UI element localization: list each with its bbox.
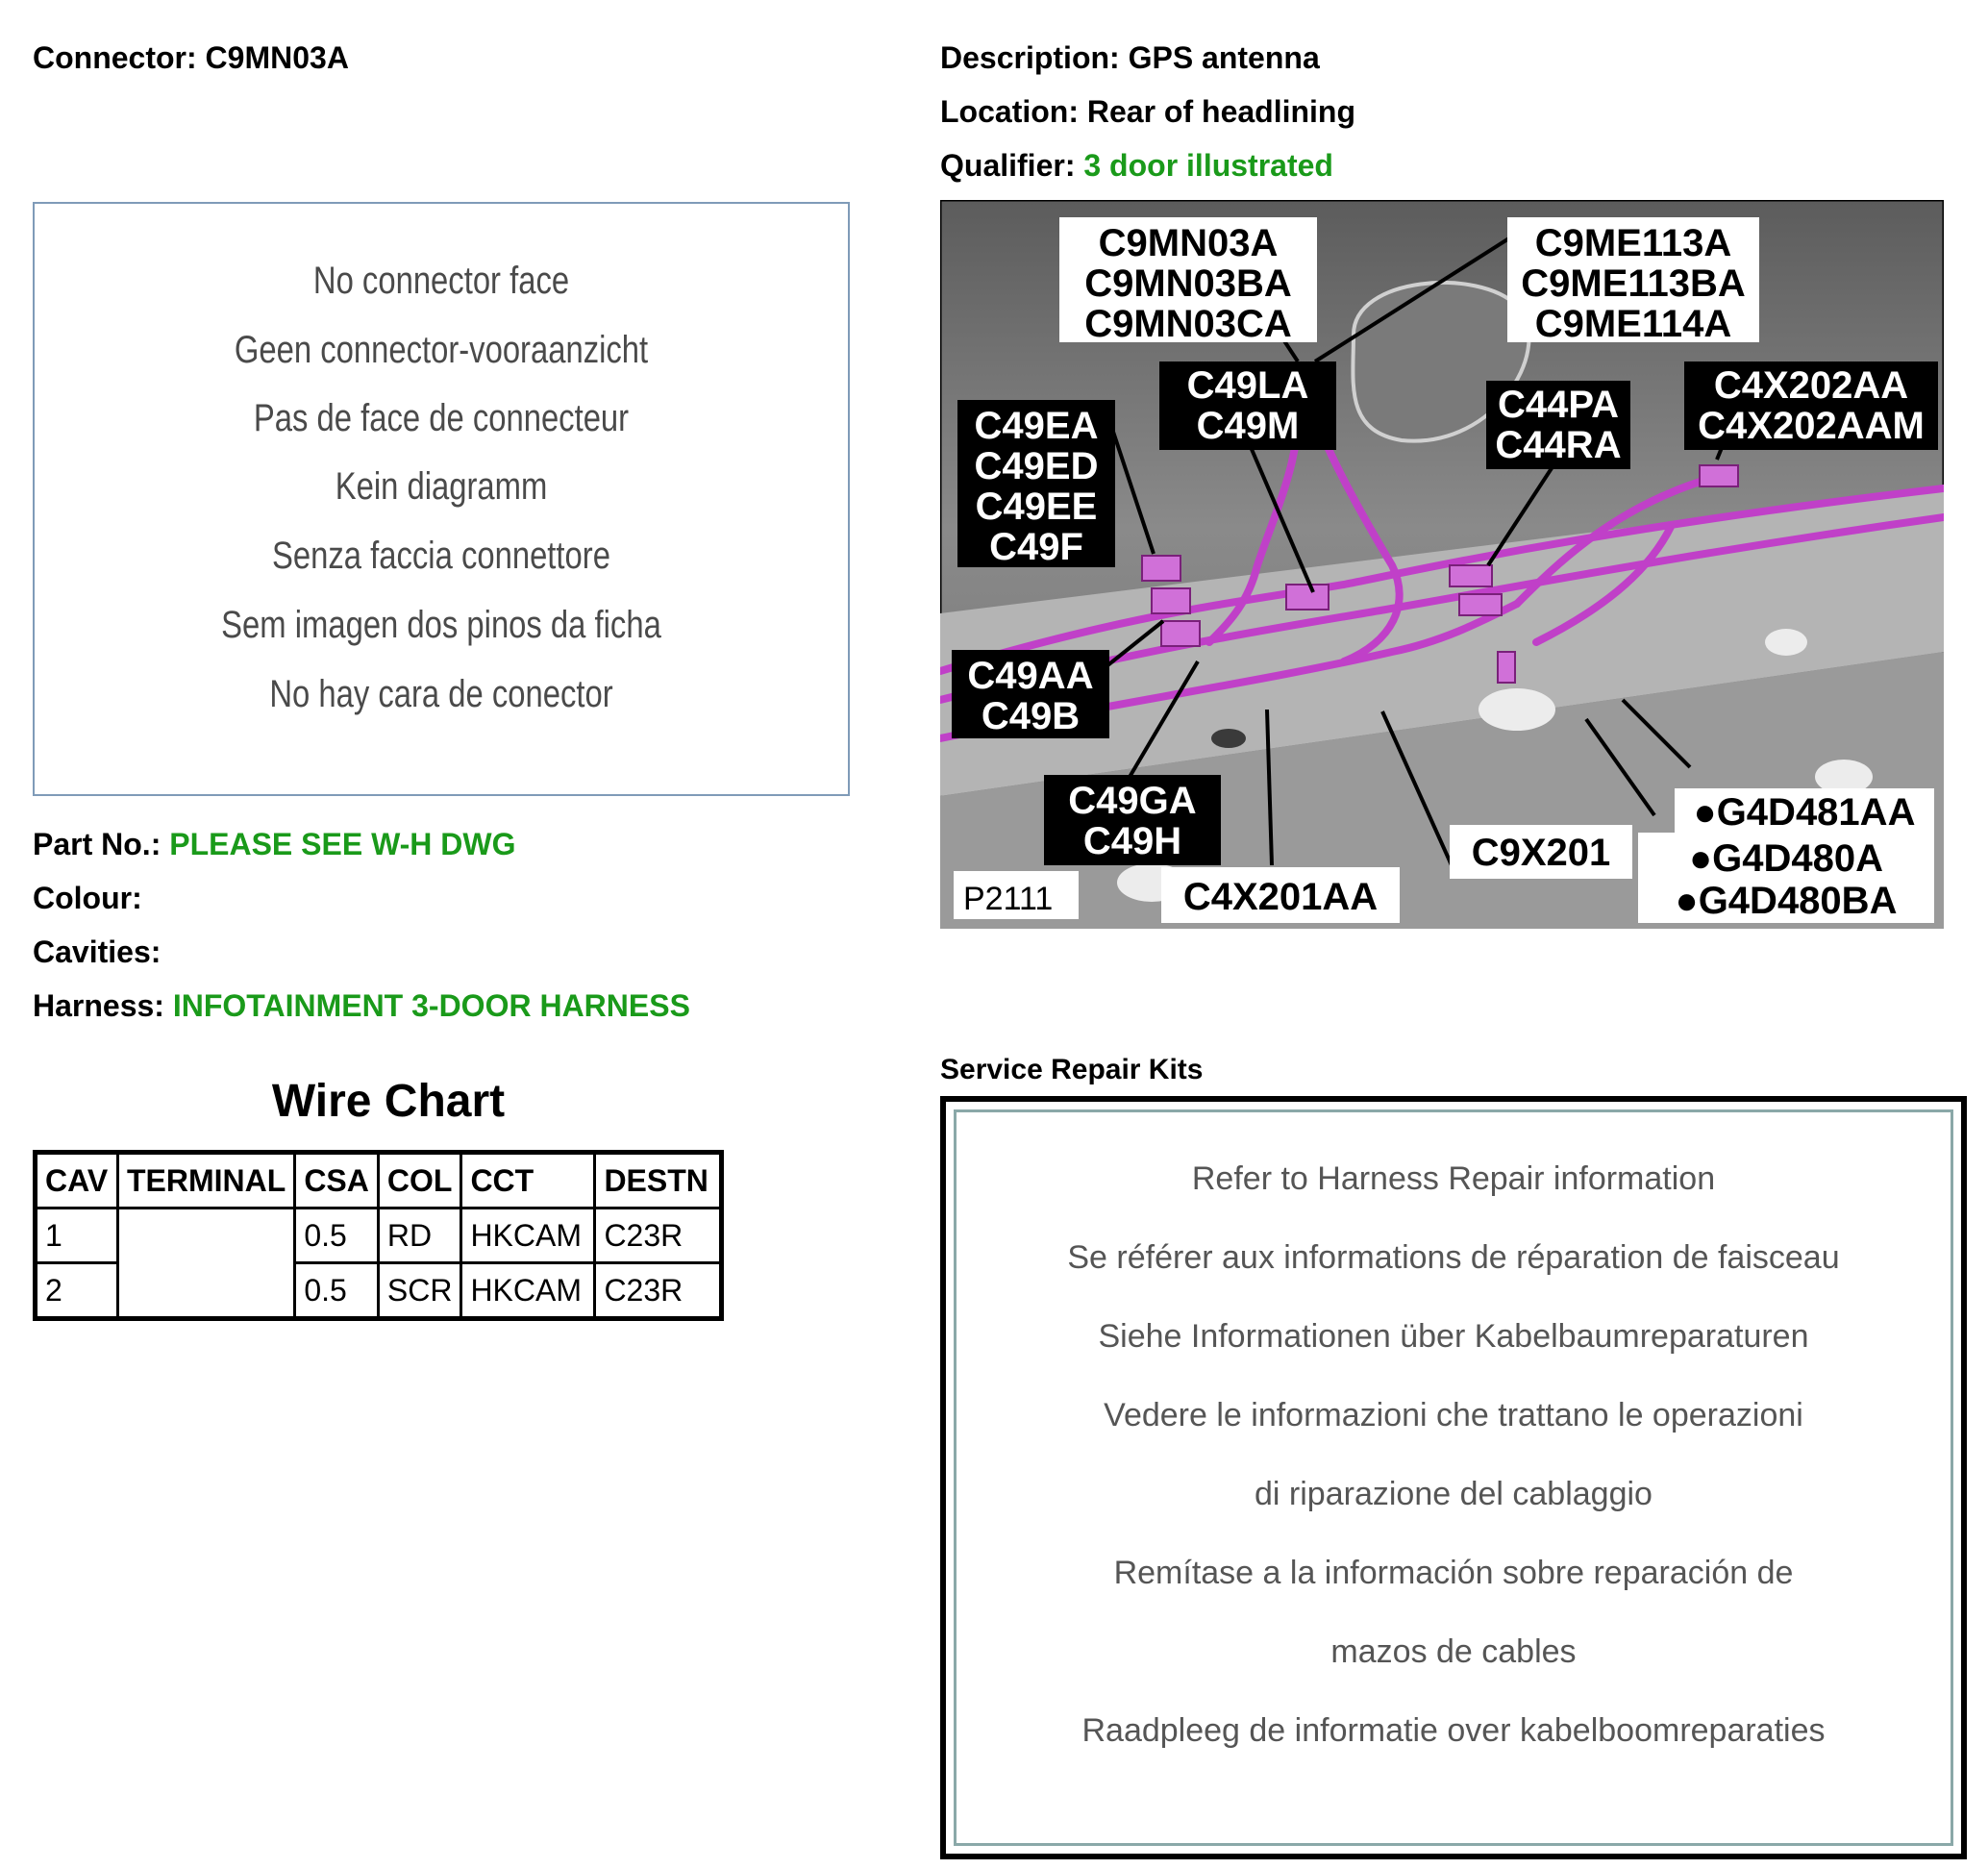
cell-csa: 0.5 [295,1209,379,1263]
label-gps: C9MN03A [1098,222,1279,264]
harness-field: Harness: INFOTAINMENT 3-DOOR HARNESS [33,988,690,1023]
part-no-value: PLEASE SEE W-H DWG [169,827,516,861]
cell-col: RD [378,1209,461,1263]
cell-col: SCR [378,1263,461,1319]
table-row [36,1209,722,1263]
connector-value: C9MN03A [205,40,349,75]
wire-chart-title: Wire Chart [271,1076,506,1127]
label-c49aa: C49AA [967,655,1094,697]
kit-line: Se référer aux informations de réparation de faisceau [1067,1239,1840,1276]
qualifier-field: Qualifier: 3 door illustrated [940,148,1333,183]
label-c49ea: C49EE [975,486,1098,528]
cell-destn: C23R [595,1209,722,1263]
label-c9x201: C9X201 [1471,832,1611,874]
label-c49ea: C49ED [974,445,1099,487]
label-c49la: C49LA [1186,364,1309,407]
cell-cct: HKCAM [461,1209,595,1263]
cell-cav: 1 [36,1209,118,1263]
label-c49ea: C49EA [974,405,1099,447]
label-c49aa: C49B [981,695,1081,737]
cell-cct: HKCAM [461,1263,595,1319]
label-c49ea: C49F [989,526,1083,568]
cell-terminal [118,1209,295,1319]
location-photo [940,200,1944,929]
label-g480: ●G4D480BA [1675,880,1898,922]
label-c44: C44PA [1498,384,1619,426]
panel-hole [1211,729,1246,748]
label-g480: ●G4D480A [1688,837,1884,880]
description-field: Description: GPS antenna [940,40,1320,75]
kit-line: Raadpleeg de informatie over kabelboomreparaties [1081,1712,1826,1749]
harness-value: INFOTAINMENT 3-DOOR HARNESS [172,988,690,1023]
connector-field: Connector: C9MN03A [33,40,349,75]
label-c4x202: C4X202AA [1713,364,1909,407]
cell-csa: 0.5 [295,1263,379,1319]
label-me: C9ME113A [1534,222,1732,264]
description-value: GPS antenna [1128,40,1320,75]
header-col: COL [378,1153,461,1209]
noface-line: No connector face [312,260,570,302]
wire-chart-table [33,1150,724,1321]
label-c44: C44RA [1495,424,1622,466]
kit-line: Remítase a la información sobre reparación de [1113,1555,1794,1591]
wire-chart-header-row [36,1153,722,1209]
cell-cav: 2 [36,1263,118,1319]
panel-hole [1765,629,1807,656]
service-repair-kits-inner [954,1109,1953,1846]
noface-line: Sem imagen dos pinos da ficha [221,604,661,646]
panel-hole [1479,688,1555,731]
label-gps: C9MN03BA [1084,262,1292,305]
colour-field: Colour: [33,881,142,915]
service-repair-kits-panel [940,1096,1967,1859]
qualifier-value: 3 door illustrated [1083,148,1333,183]
label-me: C9ME113BA [1521,262,1746,305]
location-field: Location: Rear of headlining [940,94,1356,129]
label-c49la: C49M [1196,405,1300,447]
header-destn: DESTN [595,1153,722,1209]
kit-line: Vedere le informazioni che trattano le operazioni [1104,1397,1803,1433]
header-csa: CSA [295,1153,379,1209]
label-gps: C9MN03CA [1084,303,1292,345]
kit-line: mazos de cables [1330,1633,1577,1670]
service-repair-kits-title: Service Repair Kits [940,1054,1204,1085]
noface-line: Senza faccia connettore [272,535,610,577]
header-cav: CAV [36,1153,118,1209]
label-c4x201: C4X201AA [1182,876,1379,918]
kit-line: Siehe Informationen über Kabelbaumreparaturen [1098,1318,1809,1355]
noface-line: Geen connector-vooraanzicht [234,329,649,371]
location-value: Rear of headlining [1086,94,1356,129]
kit-line: Refer to Harness Repair information [1191,1160,1716,1197]
label-me: C9ME114A [1534,303,1732,345]
label-c49ga: C49GA [1068,780,1197,822]
cell-destn: C23R [595,1263,722,1319]
kit-line: di riparazione del cablaggio [1255,1476,1653,1512]
label-g481: ●G4D481AA [1693,791,1916,834]
label-c4x202: C4X202AAM [1698,405,1925,447]
no-connector-face-panel [33,202,850,796]
header-cct: CCT [461,1153,595,1209]
noface-line: No hay cara de conector [269,673,613,715]
cavities-field: Cavities: [33,934,162,969]
part-no-field: Part No.: PLEASE SEE W-H DWG [33,827,516,861]
header-terminal: TERMINAL [118,1153,295,1209]
label-c49ga: C49H [1082,820,1182,862]
noface-line: Kein diagramm [335,465,548,508]
figure-id: P2111 [963,881,1054,917]
noface-line: Pas de face de connecteur [253,397,630,439]
